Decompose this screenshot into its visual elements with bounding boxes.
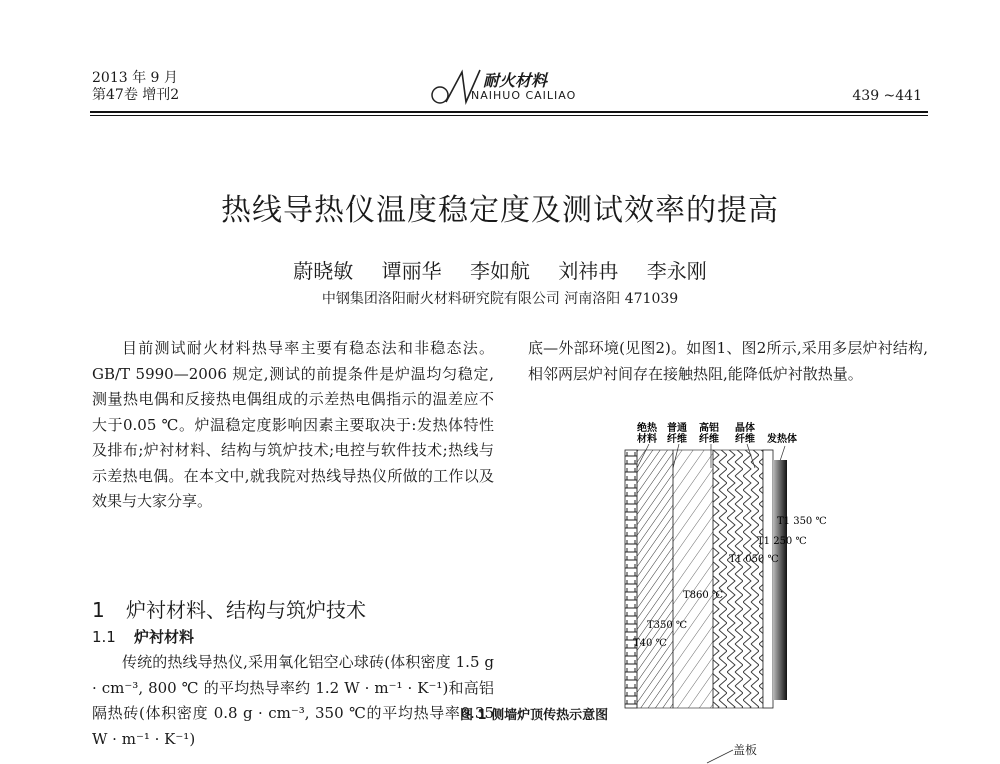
temp-t1-050: T1 050 ℃ [729,554,779,565]
temp-t40: T40 ℃ [633,638,667,649]
section-1-1-number: 1.1 [92,628,116,646]
section-1-title: 炉衬材料、结构与筑炉技术 [126,598,366,622]
layer-label-crystal-fiber-1: 晶体 [735,423,755,434]
figure-1-caption-text: 图 1 侧墙炉顶传热示意图 [460,708,609,723]
figure-1-wall [625,450,787,708]
layer-label-insulation-2: 材料 [637,434,657,445]
layer-label-normal-fiber-1: 普通 [667,423,687,434]
issue-date: 2013 年 9 月 [92,70,178,86]
layer-label-insulation [637,421,658,445]
journal-name-cn: 耐火材料 [483,71,548,90]
figure-1-caption [0,704,1000,723]
figure-1-layer-labels [637,421,797,445]
intro-paragraph: 目前测试耐火材料热导率主要有稳态法和非稳态法。GB/T 5990—2006 规定,测试的前提条件是炉温均匀稳定,测量热电偶和反接热电偶组成的示差热电偶指示的温差应不大于0.05 ℃。炉温稳定度影响因素主要取决于:发热体特性及排布;炉衬材料、结构与筑炉技术;电控与软件技术;热线与示差热电偶。在本文中,就我院对热线导热仪所做的工作以及效果与大家分享。 [92,339,494,510]
figure-2-leader-line [705,748,735,764]
header-rule-thin [90,115,928,116]
right-column-paragraph: 底—外部环境(见图2)。如图1、图2所示,采用多层炉衬结构,相邻两层炉衬间存在接触热阻,能降低炉衬散热量。 [528,339,928,383]
figure-2-label-cover: 盖板 [733,743,758,757]
page-range: 439 ~441 [852,88,922,104]
header-rule [90,111,928,113]
section-1-number: 1 [92,598,105,622]
layer-label-normal-fiber [667,421,687,445]
figure-1-diagram [615,420,865,710]
paper-affiliation: 中钢集团洛阳耐火材料研究院有限公司 河南洛阳 471039 [321,291,679,307]
layer-label-crystal-fiber [735,421,755,445]
temp-t350: T350 ℃ [647,620,688,631]
layer-label-insulation-1: 绝热 [637,423,657,434]
section-1-heading [92,594,366,623]
layer-label-alumina-fiber [699,421,719,445]
journal-name-en: NAIHUO CAILIAO [471,89,577,102]
layer-label-heater: 发热体 [767,434,797,445]
issue-volume: 第47卷 增刊2 [92,87,180,103]
paper-title: 热线导热仪温度稳定度及测试效率的提高 [221,193,779,228]
layer-label-alumina-fiber-2: 纤维 [699,434,719,445]
section-1-1-paragraph: 传统的热线导热仪,采用氧化铝空心球砖(体积密度 1.5 g · cm⁻³, 800 ℃ 的平均热导率约 1.2 W · m⁻¹ · K⁻¹)和高铝隔热砖(体积密度 0.8 g · cm⁻³, 350 ℃的平均热导率0.35 W · m⁻¹ · K⁻¹) [92,653,494,748]
temp-t1-250: T1 250 ℃ [757,536,807,547]
layer-label-crystal-fiber-2: 纤维 [735,434,755,445]
section-1-1-heading [92,626,194,647]
layer-label-normal-fiber-2: 纤维 [667,434,687,445]
temp-t1-350: T1 350 ℃ [777,516,827,527]
paper-authors: 蔚晓敏 谭丽华 李如航 刘祎冉 李永刚 [293,259,707,283]
section-1-1-title: 炉衬材料 [134,628,195,646]
layer-label-alumina-fiber-1: 高铝 [699,423,719,434]
journal-logo [428,66,598,106]
temp-t860: T860 ℃ [683,590,724,601]
journal-issue-info [92,70,179,104]
